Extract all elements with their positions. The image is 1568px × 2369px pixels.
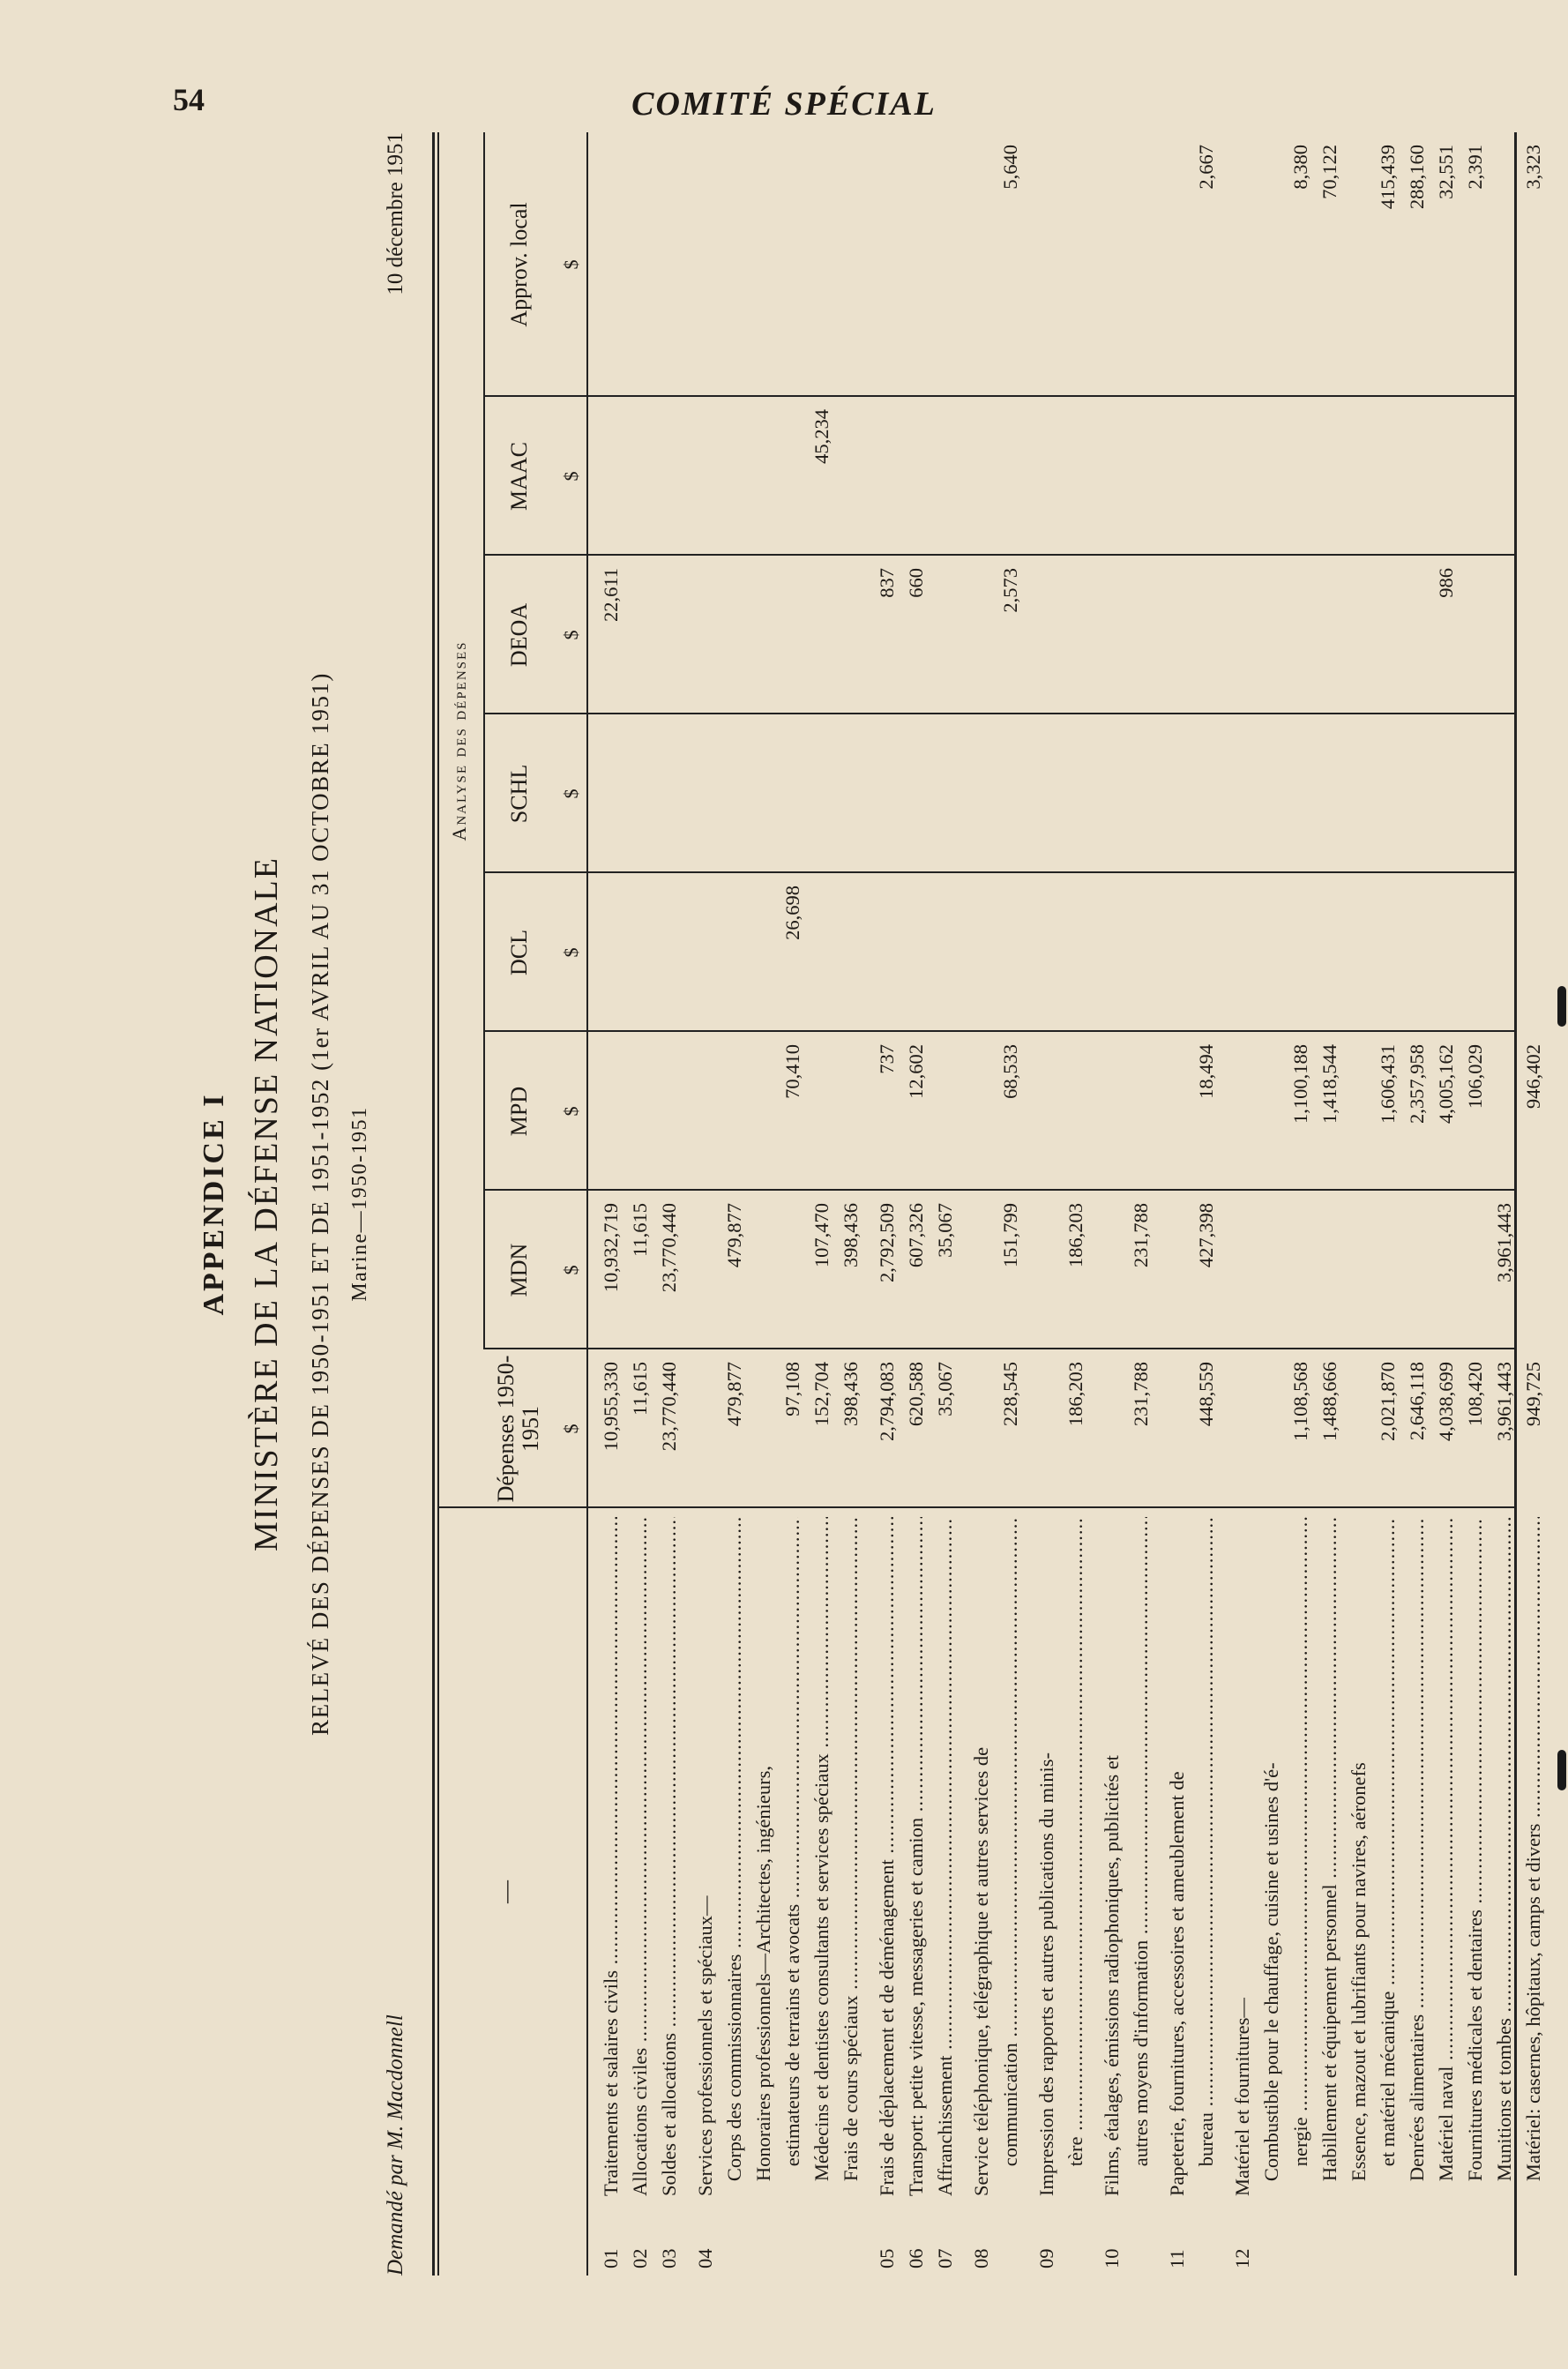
table-top-rule — [432, 132, 435, 2276]
row-code: 01 — [600, 2248, 622, 2268]
cell-mdn: 10,932,719 — [600, 1203, 622, 1293]
row-code: 11 — [1166, 2249, 1188, 2268]
cell-mpd: 70,410 — [781, 1044, 803, 1099]
row-description: Corps des commissionnaires ..... — [723, 1517, 745, 2196]
row-description: Affranchissement ..... — [934, 1517, 956, 2196]
cell-mpd: 1,606,431 — [1377, 1044, 1399, 1124]
cell-deoa: 660 — [905, 568, 927, 598]
cell-mpd: 737 — [876, 1044, 898, 1074]
cell-mdn: 427,398 — [1195, 1203, 1217, 1268]
cell-mdn: 3,961,443 — [1493, 1203, 1515, 1282]
row-code: 06 — [905, 2248, 927, 2268]
cell-dep: 3,961,443 — [1493, 1362, 1515, 1441]
row-description: Service téléphonique, télégraphique et autres services de — [970, 1746, 992, 2196]
row-description: communication ..... — [999, 1517, 1021, 2196]
cell-dep: 1,488,666 — [1318, 1362, 1340, 1441]
unit-label: $ — [560, 630, 582, 640]
cell-mdn: 151,799 — [999, 1203, 1021, 1268]
row-description: Honoraires professionnels—Architectes, ingénieurs, — [752, 1766, 774, 2196]
cell-mpd: 1,418,544 — [1318, 1044, 1340, 1124]
column-header-deoa: DEOA — [506, 602, 532, 668]
cell-mpd: 12,602 — [905, 1044, 927, 1099]
column-header-dcl: DCL — [506, 930, 532, 975]
cell-dep: 97,108 — [781, 1362, 803, 1416]
row-description: bureau ..... — [1195, 1517, 1217, 2196]
column-header-maac: MAAC — [506, 442, 532, 512]
binding-mark-bottom — [1557, 1750, 1566, 1790]
row-description: autres moyens d'information ..... — [1130, 1517, 1152, 2196]
cell-local: 5,640 — [999, 145, 1021, 190]
row-description: Frais de déplacement et de déménagement ..... — [876, 1517, 898, 2196]
unit-label: $ — [560, 1106, 582, 1117]
row-code: 02 — [629, 2248, 651, 2268]
column-header-description: — — [493, 1880, 519, 1903]
row-description: Habillement et équipement personnel ..... — [1318, 1517, 1340, 2196]
rotated-table-page — [194, 132, 1544, 2276]
unit-label: $ — [560, 259, 582, 270]
cell-dep: 186,203 — [1064, 1362, 1086, 1427]
table-top-rule-2 — [437, 132, 439, 2276]
statement-date: 10 décembre 1951 — [384, 132, 407, 295]
row-description: Essence, mazout et lubrifiants pour navires, aéronefs — [1348, 1762, 1370, 2196]
unit-label: $ — [560, 947, 582, 958]
cell-dep: 35,067 — [934, 1362, 956, 1416]
row-description: Impression des rapports et autres publications du minis- — [1035, 1752, 1057, 2196]
cell-mdn: 398,436 — [840, 1203, 862, 1268]
row-description: Transport: petite vitesse, messageries et camion ..... — [905, 1517, 927, 2196]
cell-dcl: 26,698 — [781, 886, 803, 940]
cell-mdn: 35,067 — [934, 1203, 956, 1258]
cell-mpd: 4,005,162 — [1435, 1044, 1457, 1124]
cell-local: 32,551 — [1435, 145, 1457, 199]
unit-label: $ — [560, 1265, 582, 1275]
row-code: 07 — [934, 2248, 956, 2268]
row-description: nergie ..... — [1289, 1517, 1311, 2196]
binding-mark-top — [1557, 986, 1566, 1027]
cell-dep: 2,021,870 — [1377, 1362, 1399, 1441]
column-rule — [485, 554, 1514, 556]
cell-mdn: 231,788 — [1130, 1203, 1152, 1268]
cell-deoa: 837 — [876, 568, 898, 598]
cell-dep: 23,770,440 — [658, 1362, 680, 1452]
row-code: 05 — [876, 2248, 898, 2268]
cell-mdn: 479,877 — [723, 1203, 745, 1268]
cell-dep: 11,615 — [629, 1362, 651, 1416]
statement-title: RELEVÉ DES DÉPENSES DE 1950-1951 ET DE 1951-1952 (1er AVRIL AU 31 OCTOBRE 1951) — [307, 672, 333, 1736]
unit-label: $ — [560, 471, 582, 482]
cell-mdn: 107,470 — [810, 1203, 833, 1268]
ministry-title: MINISTÈRE DE LA DÉFENSE NATIONALE — [248, 856, 285, 1551]
cell-dep: 398,436 — [840, 1362, 862, 1427]
row-description: Allocations civiles ..... — [629, 1517, 651, 2196]
appendix-title: APPENDICE I — [198, 1092, 230, 1316]
cell-dep: 2,646,118 — [1406, 1362, 1428, 1441]
cell-dep: 4,038,699 — [1435, 1362, 1457, 1441]
row-code: 09 — [1035, 2248, 1057, 2268]
unit-label: $ — [560, 1424, 582, 1434]
cell-mdn: 186,203 — [1064, 1203, 1086, 1268]
row-code: 10 — [1101, 2248, 1123, 2268]
row-code: 12 — [1231, 2248, 1253, 2268]
cell-mdn: 2,792,509 — [876, 1203, 898, 1282]
cell-dep: 108,420 — [1464, 1362, 1486, 1427]
row-description: Films, étalages, émissions radiophoniques, publicités et — [1101, 1755, 1123, 2196]
row-description: Frais de cours spéciaux ..... — [840, 1517, 862, 2196]
cell-local: 415,439 — [1377, 145, 1399, 210]
column-header-mdn: MDN — [506, 1243, 532, 1297]
row-description: Denrées alimentaires ..... — [1406, 1517, 1428, 2196]
cell-local: 288,160 — [1406, 145, 1428, 210]
column-rule — [485, 1030, 1514, 1032]
row-description: Matériel: casernes, hôpitaux, camps et divers ..... — [1522, 1517, 1544, 2196]
row-description: tère ..... — [1064, 1517, 1086, 2196]
cell-dep: 620,588 — [905, 1362, 927, 1427]
analysis-header: Analyse des dépenses — [448, 640, 470, 841]
cell-mpd: 68,533 — [999, 1044, 1021, 1099]
running-title: COMITÉ SPÉCIAL — [631, 86, 937, 123]
row-description: Soldes et allocations ..... — [658, 1517, 680, 2196]
column-header-mpd: MPD — [506, 1086, 532, 1137]
cell-mdn: 607,326 — [905, 1203, 927, 1268]
cell-mdn: 11,615 — [629, 1203, 651, 1258]
row-code: 08 — [970, 2248, 992, 2268]
cell-dep: 152,704 — [810, 1362, 833, 1427]
column-rule — [485, 871, 1514, 873]
row-description: Traitements et salaires civils ..... — [600, 1517, 622, 2196]
cell-mpd: 946,402 — [1522, 1044, 1544, 1110]
cell-mpd: 2,357,958 — [1406, 1044, 1428, 1124]
row-description: et matériel mécanique ..... — [1377, 1517, 1399, 2196]
row-code: 04 — [694, 2248, 716, 2268]
row-description: Papeterie, fournitures, accessoires et ameublement de — [1166, 1771, 1188, 2196]
row-description: Matériel naval ..... — [1435, 1517, 1457, 2196]
column-header-local: Approv. local — [506, 202, 532, 327]
cell-mpd: 18,494 — [1195, 1044, 1217, 1099]
cell-dep: 949,725 — [1522, 1362, 1544, 1427]
page-number: 54 — [173, 82, 205, 117]
cell-dep: 228,545 — [999, 1362, 1021, 1427]
row-description: Fournitures médicales et dentaires ..... — [1464, 1517, 1486, 2196]
row-description: estimateurs de terrains et avocats ..... — [781, 1517, 803, 2196]
cell-local: 8,380 — [1289, 145, 1311, 190]
analysis-rule — [483, 132, 485, 1349]
cell-dep: 2,794,083 — [876, 1362, 898, 1441]
row-description: Munitions et tombes ..... — [1493, 1517, 1515, 2196]
row-description: Services professionnels et spéciaux— — [694, 1895, 716, 2196]
cell-dep: 10,955,330 — [600, 1362, 622, 1452]
cell-dep: 448,559 — [1195, 1362, 1217, 1427]
row-description: Matériel et fournitures— — [1231, 1998, 1253, 2196]
service-subtitle: Marine—1950-1951 — [348, 1106, 371, 1302]
cell-deoa: 2,573 — [999, 568, 1021, 613]
row-code: 03 — [658, 2248, 680, 2268]
cell-deoa: 986 — [1435, 568, 1457, 598]
requested-by: Demandé par M. Macdonnell — [384, 2014, 407, 2276]
cell-local: 2,391 — [1464, 145, 1486, 190]
cell-local: 70,122 — [1318, 145, 1340, 199]
expense-table — [432, 132, 1544, 2276]
unit-label: $ — [560, 788, 582, 799]
cell-dep: 231,788 — [1130, 1362, 1152, 1427]
cell-local: 3,323 — [1522, 145, 1544, 190]
cell-mpd: 1,100,188 — [1289, 1044, 1311, 1124]
cell-deoa: 22,611 — [600, 568, 622, 623]
column-header-dep: Dépenses 1950-1951 — [493, 1355, 543, 1503]
cell-maac: 45,234 — [810, 409, 833, 464]
column-header-schl: SCHL — [506, 764, 532, 824]
row-description: Médecins et dentistes consultants et services spéciaux ..... — [810, 1517, 833, 2196]
cell-local: 2,667 — [1195, 145, 1217, 190]
header-rule — [586, 132, 588, 2276]
row-description: Combustible pour le chauffage, cuisine et usines d'é- — [1260, 1762, 1282, 2196]
cell-dep: 479,877 — [723, 1362, 745, 1427]
cell-mpd: 106,029 — [1464, 1044, 1486, 1110]
cell-dep: 1,108,568 — [1289, 1362, 1311, 1441]
cell-mdn: 23,770,440 — [658, 1203, 680, 1293]
